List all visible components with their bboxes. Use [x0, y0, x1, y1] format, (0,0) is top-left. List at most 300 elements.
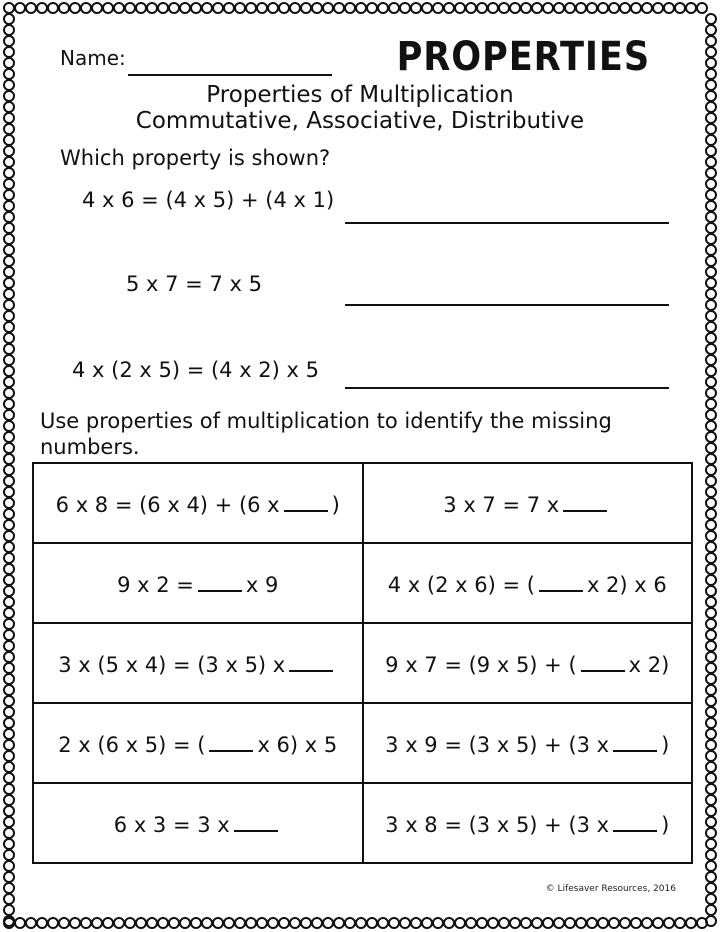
border-ring — [4, 806, 14, 816]
border-ring — [706, 663, 716, 673]
border-ring — [400, 3, 410, 13]
border-ring — [81, 918, 91, 928]
problem-cell: 3 x 9 = (3 x 5) + (3 x ) — [363, 703, 693, 783]
border-ring — [488, 918, 498, 928]
border-ring — [158, 3, 168, 13]
border-ring — [433, 3, 443, 13]
border-ring — [706, 168, 716, 178]
border-ring — [224, 918, 234, 928]
border-ring — [706, 905, 716, 915]
border-ring — [290, 918, 300, 928]
border-ring — [488, 3, 498, 13]
border-ring — [48, 918, 58, 928]
border-ring — [565, 918, 575, 928]
border-ring — [26, 918, 36, 928]
border-ring — [411, 918, 421, 928]
border-ring — [675, 3, 685, 13]
border-ring — [576, 3, 586, 13]
border-ring — [279, 3, 289, 13]
question-which-property: Which property is shown? — [60, 146, 331, 170]
border-ring — [202, 918, 212, 928]
border-ring — [4, 883, 14, 893]
border-ring — [444, 918, 454, 928]
border-ring — [706, 355, 716, 365]
border-ring — [706, 883, 716, 893]
border-ring — [706, 619, 716, 629]
border-ring — [301, 918, 311, 928]
border-ring — [706, 861, 716, 871]
border-ring — [4, 531, 14, 541]
border-ring — [706, 300, 716, 310]
answer-blank[interactable] — [234, 810, 278, 832]
answer-blank[interactable] — [613, 810, 657, 832]
border-ring — [455, 918, 465, 928]
border-ring — [706, 146, 716, 156]
border-ring — [422, 918, 432, 928]
border-ring — [37, 918, 47, 928]
border-ring — [686, 3, 696, 13]
border-ring — [92, 918, 102, 928]
border-ring — [59, 3, 69, 13]
border-ring — [389, 918, 399, 928]
border-ring — [620, 918, 630, 928]
border-ring — [323, 3, 333, 13]
border-ring — [15, 918, 25, 928]
border-ring — [356, 3, 366, 13]
border-ring — [444, 3, 454, 13]
border-ring — [224, 3, 234, 13]
border-ring — [4, 872, 14, 882]
border-ring — [213, 3, 223, 13]
border-ring — [706, 520, 716, 530]
border-ring — [521, 3, 531, 13]
border-ring — [4, 619, 14, 629]
border-ring — [565, 3, 575, 13]
border-ring — [706, 509, 716, 519]
border-ring — [706, 212, 716, 222]
border-ring — [4, 179, 14, 189]
answer-blank[interactable] — [539, 570, 583, 592]
border-ring — [4, 751, 14, 761]
border-ring — [235, 3, 245, 13]
border-ring — [4, 190, 14, 200]
border-ring — [4, 432, 14, 442]
border-ring — [706, 333, 716, 343]
border-ring — [653, 3, 663, 13]
border-ring — [706, 575, 716, 585]
border-ring — [706, 289, 716, 299]
answer-line-1[interactable] — [345, 222, 669, 224]
border-ring — [180, 3, 190, 13]
border-ring — [378, 918, 388, 928]
border-ring — [4, 388, 14, 398]
border-ring — [433, 918, 443, 928]
border-ring — [411, 3, 421, 13]
border-ring — [706, 278, 716, 288]
border-ring — [706, 762, 716, 772]
border-ring — [587, 3, 597, 13]
border-ring — [4, 245, 14, 255]
border-ring — [323, 918, 333, 928]
border-ring — [70, 918, 80, 928]
border-ring — [4, 564, 14, 574]
answer-line-2[interactable] — [345, 304, 669, 306]
border-ring — [620, 3, 630, 13]
equation-2: 5 x 7 = 7 x 5 — [126, 272, 262, 296]
border-ring — [26, 3, 36, 13]
table-row — [33, 543, 692, 623]
border-ring — [290, 3, 300, 13]
border-ring — [4, 201, 14, 211]
border-ring — [279, 918, 289, 928]
border-ring — [554, 3, 564, 13]
border-ring — [4, 223, 14, 233]
border-ring — [4, 443, 14, 453]
border-ring — [4, 333, 14, 343]
border-ring — [706, 685, 716, 695]
border-ring — [706, 234, 716, 244]
border-ring — [59, 918, 69, 928]
border-ring — [4, 894, 14, 904]
border-ring — [4, 300, 14, 310]
border-ring — [706, 597, 716, 607]
border-ring — [706, 58, 716, 68]
border-ring — [706, 652, 716, 662]
border-ring — [4, 553, 14, 563]
border-ring — [257, 918, 267, 928]
border-ring — [706, 245, 716, 255]
border-ring — [103, 918, 113, 928]
border-ring — [4, 135, 14, 145]
border-ring — [706, 839, 716, 849]
border-ring — [4, 322, 14, 332]
problem-cell: 6 x 8 = (6 x 4) + (6 x ) — [33, 463, 363, 543]
border-ring — [706, 322, 716, 332]
border-ring — [4, 58, 14, 68]
border-ring — [706, 718, 716, 728]
border-ring — [4, 399, 14, 409]
problem-cell: 2 x (6 x 5) = ( x 6) x 5 — [33, 703, 363, 783]
border-ring — [4, 784, 14, 794]
border-ring — [4, 157, 14, 167]
name-field[interactable] — [128, 74, 332, 76]
border-ring — [4, 641, 14, 651]
table-row — [33, 703, 692, 783]
border-ring — [455, 3, 465, 13]
border-ring — [312, 3, 322, 13]
border-ring — [125, 3, 135, 13]
border-ring — [103, 3, 113, 13]
border-ring — [4, 212, 14, 222]
border-ring — [706, 179, 716, 189]
border-ring — [4, 69, 14, 79]
border-ring — [191, 918, 201, 928]
border-ring — [4, 421, 14, 431]
border-ring — [697, 3, 707, 13]
border-ring — [4, 773, 14, 783]
border-ring — [675, 918, 685, 928]
border-ring — [532, 918, 542, 928]
border-ring — [706, 586, 716, 596]
border-ring — [356, 918, 366, 928]
answer-blank[interactable] — [581, 650, 625, 672]
border-ring — [706, 47, 716, 57]
border-ring — [706, 641, 716, 651]
border-ring — [706, 817, 716, 827]
border-ring — [706, 190, 716, 200]
border-ring — [706, 696, 716, 706]
border-ring — [706, 872, 716, 882]
border-ring — [706, 25, 716, 35]
border-ring — [706, 157, 716, 167]
border-ring — [499, 918, 509, 928]
border-ring — [706, 795, 716, 805]
border-ring — [532, 3, 542, 13]
border-ring — [4, 509, 14, 519]
border-ring — [400, 918, 410, 928]
table-row — [33, 463, 692, 543]
border-ring — [510, 3, 520, 13]
equation-3: 4 x (2 x 5) = (4 x 2) x 5 — [72, 358, 319, 382]
border-ring — [389, 3, 399, 13]
border-ring — [706, 399, 716, 409]
answer-line-3[interactable] — [345, 387, 669, 389]
border-ring — [4, 487, 14, 497]
border-ring — [466, 3, 476, 13]
border-ring — [246, 918, 256, 928]
border-ring — [4, 355, 14, 365]
problem-cell: 9 x 2 = x 9 — [33, 543, 363, 623]
problem-cell: 3 x 7 = 7 x — [363, 463, 693, 543]
border-ring — [554, 918, 564, 928]
border-ring — [367, 3, 377, 13]
border-ring — [4, 47, 14, 57]
border-ring — [4, 267, 14, 277]
answer-blank[interactable] — [284, 490, 328, 512]
border-ring — [706, 454, 716, 464]
answer-blank[interactable] — [613, 730, 657, 752]
border-ring — [4, 410, 14, 420]
border-ring — [543, 3, 553, 13]
border-ring — [706, 256, 716, 266]
border-ring — [4, 905, 14, 915]
problem-cell: 4 x (2 x 6) = ( x 2) x 6 — [363, 543, 693, 623]
border-ring — [378, 3, 388, 13]
border-ring — [466, 918, 476, 928]
border-ring — [4, 674, 14, 684]
border-ring — [706, 740, 716, 750]
border-ring — [114, 918, 124, 928]
border-ring — [4, 795, 14, 805]
copyright-notice: © Lifesaver Resources, 2016 — [545, 884, 676, 894]
border-ring — [4, 256, 14, 266]
border-ring — [587, 918, 597, 928]
border-ring — [92, 3, 102, 13]
border-ring — [345, 3, 355, 13]
instructions-missing-numbers: Use properties of multiplication to identify the missing numbers. — [40, 409, 612, 459]
border-ring — [4, 234, 14, 244]
border-ring — [706, 14, 716, 24]
border-ring — [706, 388, 716, 398]
border-ring — [686, 918, 696, 928]
border-ring — [4, 597, 14, 607]
border-ring — [706, 421, 716, 431]
answer-blank[interactable] — [563, 490, 607, 512]
border-ring — [70, 3, 80, 13]
subtitle-properties: Properties of Multiplication — [206, 82, 514, 108]
answer-blank[interactable] — [209, 730, 253, 752]
border-ring — [706, 465, 716, 475]
border-ring — [4, 850, 14, 860]
border-ring — [576, 918, 586, 928]
border-ring — [4, 630, 14, 640]
border-ring — [4, 696, 14, 706]
border-ring — [631, 918, 641, 928]
border-ring — [510, 918, 520, 928]
border-ring — [4, 278, 14, 288]
border-ring — [246, 3, 256, 13]
border-ring — [4, 740, 14, 750]
border-ring — [706, 443, 716, 453]
border-ring — [4, 366, 14, 376]
border-ring — [706, 223, 716, 233]
border-ring — [664, 3, 674, 13]
border-ring — [706, 344, 716, 354]
border-ring — [706, 784, 716, 794]
border-ring — [706, 564, 716, 574]
border-ring — [4, 839, 14, 849]
border-ring — [4, 542, 14, 552]
border-ring — [235, 918, 245, 928]
border-ring — [268, 3, 278, 13]
border-ring — [4, 168, 14, 178]
border-ring — [422, 3, 432, 13]
border-ring — [706, 476, 716, 486]
border-ring — [4, 608, 14, 618]
border-ring — [706, 674, 716, 684]
border-ring — [706, 553, 716, 563]
border-ring — [521, 918, 531, 928]
border-ring — [664, 918, 674, 928]
border-ring — [706, 751, 716, 761]
border-ring — [4, 377, 14, 387]
border-ring — [706, 707, 716, 717]
border-ring — [706, 377, 716, 387]
border-ring — [125, 918, 135, 928]
border-ring — [706, 608, 716, 618]
border-ring — [543, 918, 553, 928]
border-ring — [147, 3, 157, 13]
border-ring — [169, 918, 179, 928]
border-ring — [706, 311, 716, 321]
border-ring — [4, 344, 14, 354]
answer-blank[interactable] — [198, 570, 242, 592]
border-ring — [706, 828, 716, 838]
border-ring — [169, 3, 179, 13]
page-title: PROPERTIES — [396, 34, 650, 80]
border-ring — [4, 311, 14, 321]
border-ring — [706, 773, 716, 783]
border-ring — [114, 3, 124, 13]
border-ring — [706, 201, 716, 211]
border-ring — [706, 531, 716, 541]
border-ring — [268, 918, 278, 928]
border-ring — [706, 498, 716, 508]
problem-cell: 9 x 7 = (9 x 5) + ( x 2) — [363, 623, 693, 703]
border-ring — [4, 476, 14, 486]
border-ring — [257, 3, 267, 13]
border-ring — [367, 918, 377, 928]
border-ring — [4, 762, 14, 772]
border-ring — [653, 918, 663, 928]
border-ring — [334, 918, 344, 928]
problem-cell: 6 x 3 = 3 x — [33, 783, 363, 863]
border-ring — [706, 806, 716, 816]
border-ring — [202, 3, 212, 13]
border-ring — [706, 267, 716, 277]
border-ring — [477, 918, 487, 928]
border-ring — [4, 828, 14, 838]
border-ring — [4, 520, 14, 530]
problem-cell: 3 x (5 x 4) = (3 x 5) x — [33, 623, 363, 703]
border-ring — [81, 3, 91, 13]
border-ring — [4, 707, 14, 717]
border-ring — [706, 542, 716, 552]
border-ring — [609, 3, 619, 13]
border-ring — [706, 36, 716, 46]
border-ring — [4, 36, 14, 46]
border-ring — [499, 3, 509, 13]
border-ring — [213, 918, 223, 928]
border-ring — [147, 918, 157, 928]
border-ring — [4, 25, 14, 35]
problem-cell: 3 x 8 = (3 x 5) + (3 x ) — [363, 783, 693, 863]
border-ring — [4, 3, 14, 13]
border-ring — [37, 3, 47, 13]
border-ring — [706, 487, 716, 497]
border-ring — [191, 3, 201, 13]
border-ring — [4, 729, 14, 739]
border-ring — [706, 729, 716, 739]
border-ring — [706, 894, 716, 904]
border-ring — [4, 663, 14, 673]
border-ring — [4, 817, 14, 827]
border-ring — [15, 3, 25, 13]
border-ring — [706, 850, 716, 860]
border-ring — [4, 14, 14, 24]
border-ring — [345, 918, 355, 928]
border-ring — [706, 630, 716, 640]
border-ring — [136, 918, 146, 928]
equation-1: 4 x 6 = (4 x 5) + (4 x 1) — [82, 188, 335, 212]
border-ring — [598, 3, 608, 13]
answer-blank[interactable] — [289, 650, 333, 672]
name-label: Name: — [60, 46, 126, 70]
border-ring — [477, 3, 487, 13]
border-ring — [4, 586, 14, 596]
border-ring — [4, 861, 14, 871]
border-ring — [4, 652, 14, 662]
border-ring — [4, 454, 14, 464]
table-row — [33, 783, 692, 863]
border-ring — [4, 289, 14, 299]
border-ring — [312, 918, 322, 928]
border-ring — [706, 69, 716, 79]
border-ring — [642, 3, 652, 13]
border-ring — [136, 3, 146, 13]
border-ring — [4, 575, 14, 585]
border-ring — [631, 3, 641, 13]
